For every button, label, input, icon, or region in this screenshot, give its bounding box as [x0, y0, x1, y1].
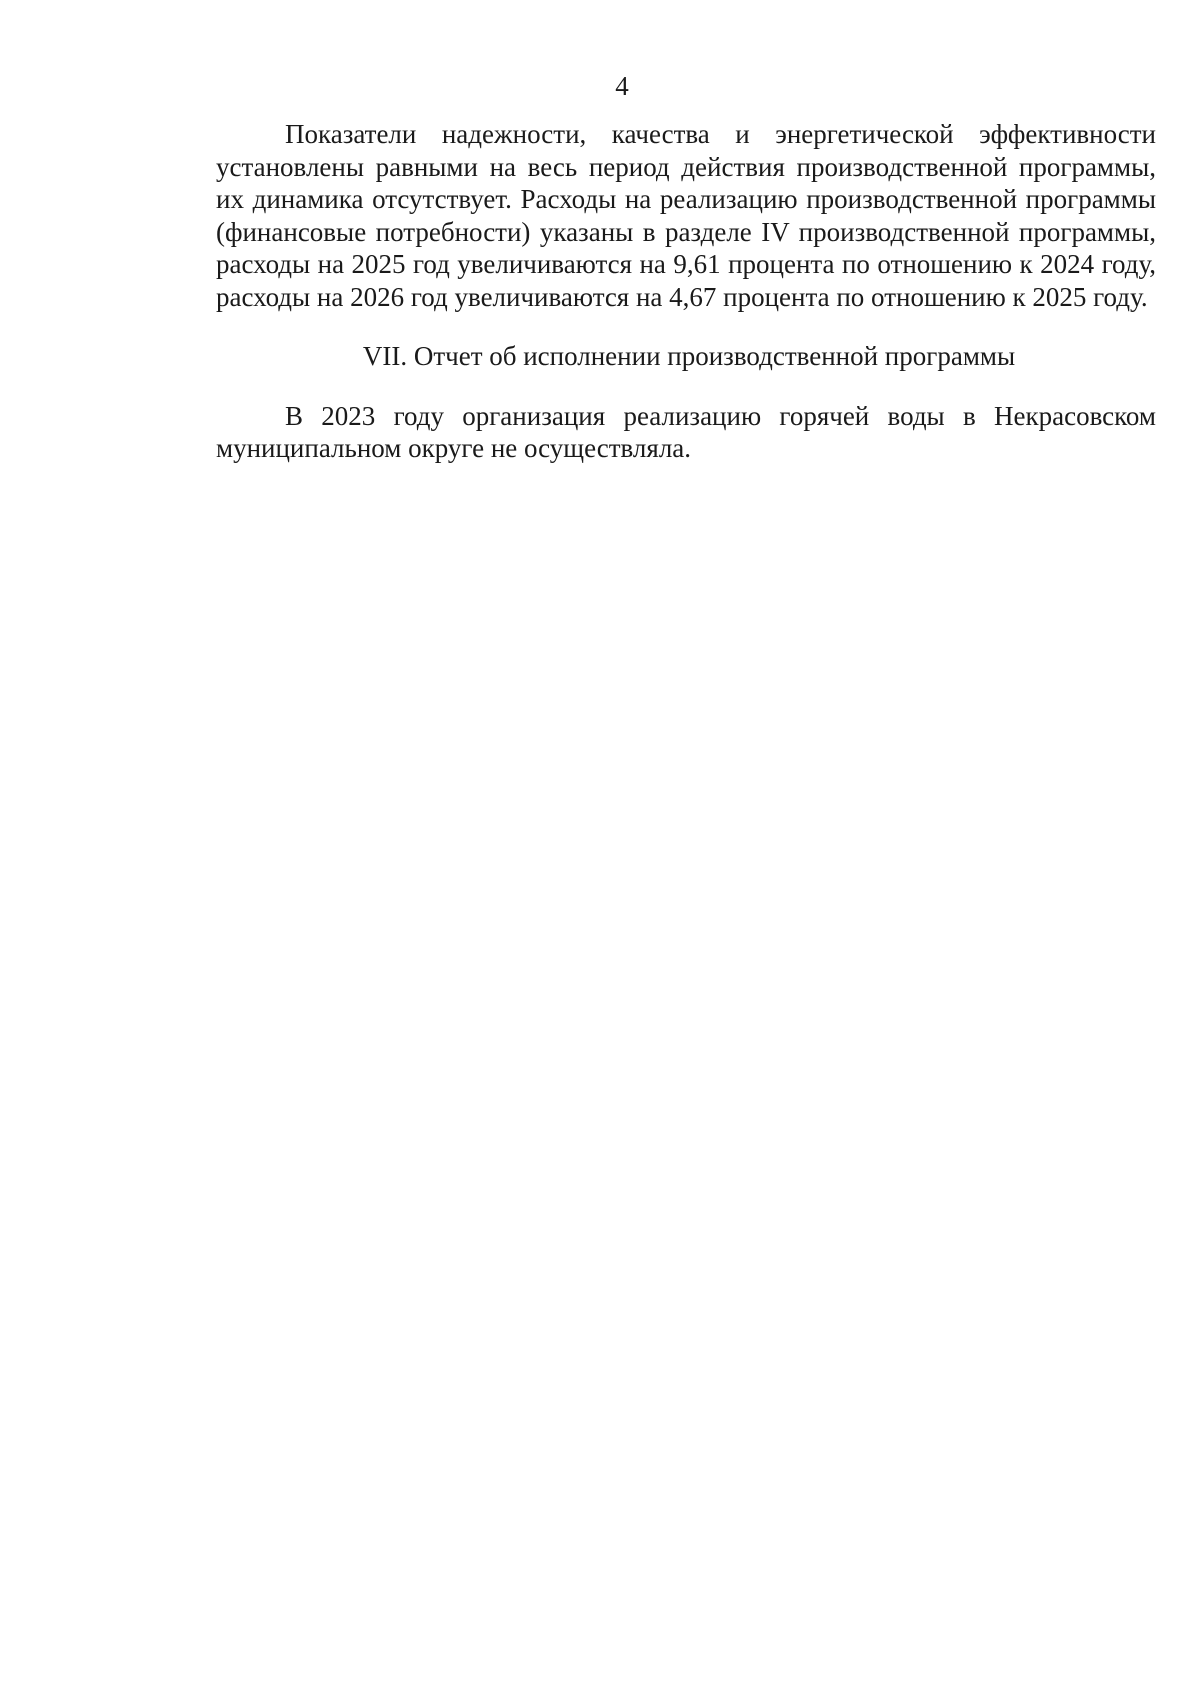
section-heading-vii: VII. Отчет об исполнении производственной программы: [362, 341, 1016, 371]
paragraph-execution-report: В 2023 году организация реализацию горячей воды в Некрасовском муниципальном округе не осуществляла.: [216, 400, 1156, 463]
document-body: [216, 118, 1156, 465]
page-number: 4: [615, 71, 629, 101]
paragraph-performance-indicators: Показатели надежности, качества и энергетической эффективности установлены равными на весь период действия производственной программы, их динамика отсутствует. Расходы на реализацию производственной программы (финансовые потребности) указаны в разделе IV производственной программы, расходы на 2025 год увеличиваются на 9,61 процента по отношению к 2024 году, расходы на 2026 год увеличиваются на 4,67 процента по отношению к 2025 году.: [216, 119, 1156, 312]
